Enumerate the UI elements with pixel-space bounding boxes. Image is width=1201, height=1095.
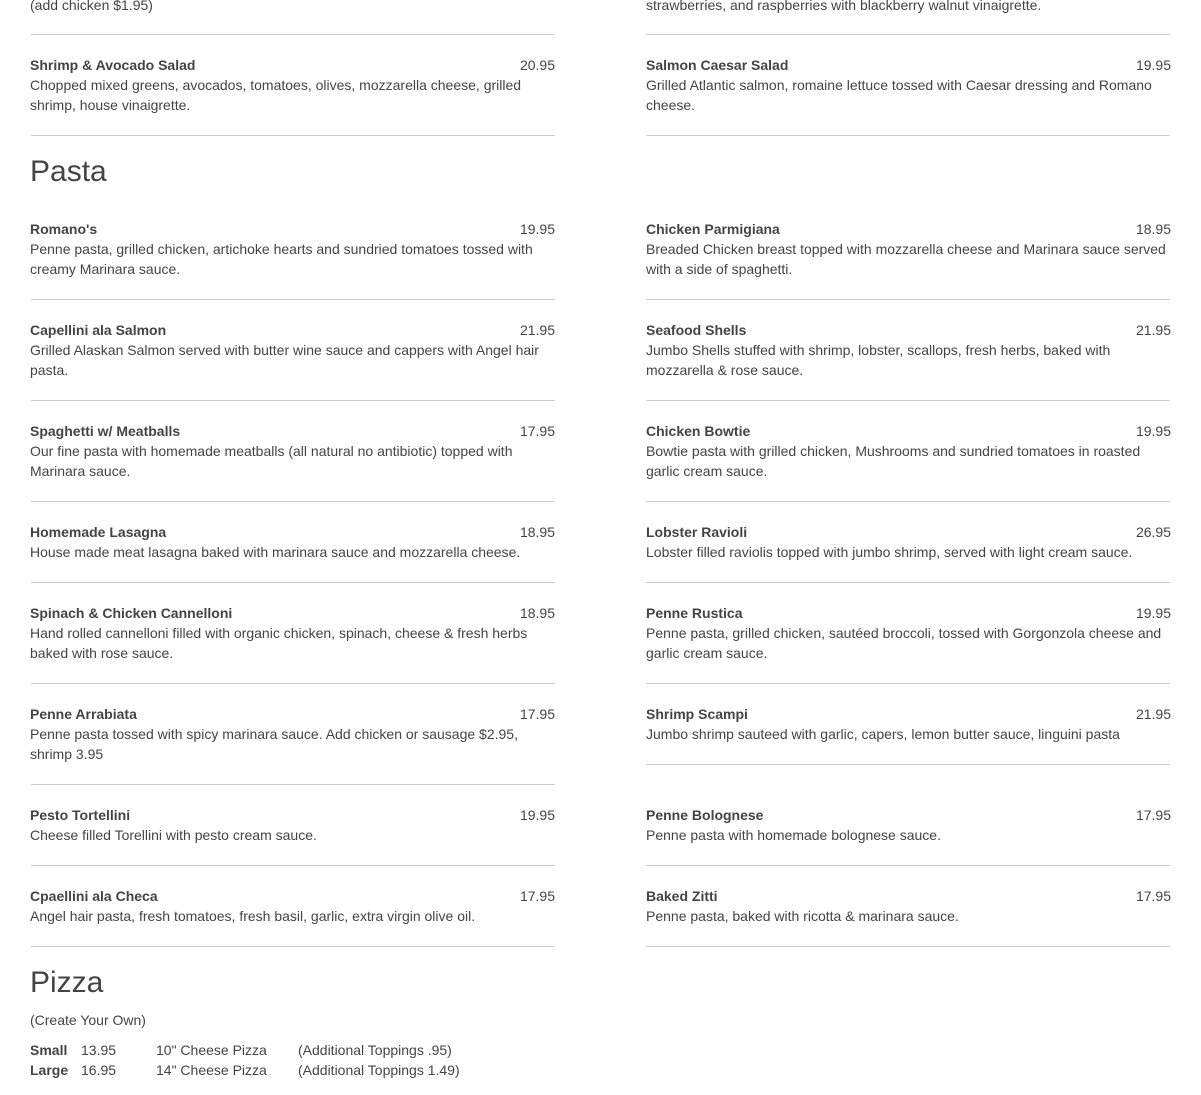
divider (646, 582, 1170, 583)
menu-item-description: Breaded Chicken breast topped with mozzarella cheese and Marinara sauce served with a side of spaghetti. (646, 241, 1166, 277)
pizza-price: 13.95 (81, 1042, 117, 1058)
divider (31, 946, 555, 947)
menu-item-description: Bowtie pasta with grilled chicken, Mushrooms and sundried tomatoes in roasted garlic cream sauce. (646, 443, 1141, 479)
pizza-description: 10" Cheese Pizza (156, 1042, 267, 1058)
divider (31, 299, 555, 300)
menu-item-price: 21.95 (519, 322, 555, 338)
pizza-row-small (30, 1040, 530, 1060)
menu-item-price: 17.95 (519, 888, 555, 904)
divider (646, 299, 1170, 300)
pizza-price: 16.95 (81, 1062, 117, 1078)
menu-item-name: Shrimp & Avocado Salad (30, 57, 196, 73)
menu-item-price: 18.95 (519, 605, 555, 621)
section-title-pizza: Pizza (30, 966, 104, 999)
divider (646, 946, 1170, 947)
menu-item-description: Grilled Alaskan Salmon served with butter wine sauce and cappers with Angel hair pasta. (30, 342, 539, 378)
menu-item-name: Pesto Tortellini (30, 807, 131, 823)
menu-item-name: Chicken Bowtie (646, 423, 751, 439)
pizza-toppings-note: (Additional Toppings .95) (298, 1042, 452, 1058)
menu-item-name: Homemade Lasagna (30, 524, 167, 540)
menu-item-price: 18.95 (1135, 221, 1171, 237)
menu-item-price: 17.95 (1135, 888, 1171, 904)
divider (31, 135, 555, 136)
divider (646, 865, 1170, 866)
menu-item-name: Romano's (30, 221, 98, 237)
divider (31, 400, 555, 401)
divider (646, 764, 1170, 765)
menu-item-name: Chicken Parmigiana (646, 221, 780, 237)
menu-item-name: Penne Bolognese (646, 807, 764, 823)
pizza-row-large (30, 1060, 530, 1080)
menu-item-name: Shrimp Scampi (646, 706, 748, 722)
menu-item-price: 26.95 (1135, 524, 1171, 540)
menu-item-price: 17.95 (519, 423, 555, 439)
menu-item-name: Spaghetti w/ Meatballs (30, 423, 181, 439)
menu-item-description: Hand rolled cannelloni filled with organic chicken, spinach, cheese & fresh herbs baked with rose sauce. (30, 625, 528, 661)
divider (31, 34, 555, 35)
menu-item-description: Penne pasta tossed with spicy marinara sauce. Add chicken or sausage $2.95, shrimp 3.95 (30, 726, 518, 762)
divider (31, 582, 555, 583)
menu-item-description: Penne pasta, grilled chicken, artichoke hearts and sundried tomatoes tossed with creamy Marinara sauce. (30, 241, 533, 277)
menu-item-name: Capellini ala Salmon (30, 322, 167, 338)
menu-item-name: Cpaellini ala Checa (30, 888, 158, 904)
pizza-toppings-note: (Additional Toppings 1.49) (298, 1062, 460, 1078)
menu-item-price: 17.95 (1135, 807, 1171, 823)
menu-item-description: Angel hair pasta, fresh tomatoes, fresh basil, garlic, extra virgin olive oil. (30, 908, 476, 924)
pizza-size: Large (30, 1062, 69, 1078)
menu-item-description: Our fine pasta with homemade meatballs (all natural no antibiotic) topped with Marinara sauce. (30, 443, 513, 479)
menu-item-description: Penne pasta, grilled chicken, sautéed broccoli, tossed with Gorgonzola cheese and garlic cream sauce. (646, 625, 1162, 661)
divider (31, 501, 555, 502)
menu-item-name: Seafood Shells (646, 322, 747, 338)
menu-item-price: 19.95 (1135, 423, 1171, 439)
menu-item-description: Penne pasta with homemade bolognese sauce. (646, 827, 941, 843)
menu-item-description: Grilled Atlantic salmon, romaine lettuce tossed with Caesar dressing and Romano cheese. (646, 77, 1152, 113)
divider (31, 784, 555, 785)
divider (646, 683, 1170, 684)
menu-item-description: Chopped mixed greens, avocados, tomatoes, olives, mozzarella cheese, grilled shrimp, house vinaigrette. (30, 77, 522, 113)
menu-item-name: Penne Rustica (646, 605, 743, 621)
menu-item-description: Penne pasta, baked with ricotta & marinara sauce. (646, 908, 959, 924)
section-title-pasta: Pasta (30, 155, 107, 188)
menu-item-name: Salmon Caesar Salad (646, 57, 789, 73)
divider (646, 400, 1170, 401)
menu-item-name: Spinach & Chicken Cannelloni (30, 605, 233, 621)
pizza-note: (Create Your Own) (30, 1012, 146, 1028)
menu-item-price: 19.95 (1135, 57, 1171, 73)
menu-item-description: House made meat lasagna baked with marinara sauce and mozzarella cheese. (30, 544, 521, 560)
pizza-description: 14" Cheese Pizza (156, 1062, 267, 1078)
divider (31, 683, 555, 684)
menu-item-description: Cheese filled Torellini with pesto cream sauce. (30, 827, 317, 843)
menu-item-price: 19.95 (519, 807, 555, 823)
menu-item-price: 19.95 (519, 221, 555, 237)
menu-item-price: 18.95 (519, 524, 555, 540)
salad-addon-note: (add chicken $1.95) (30, 0, 153, 13)
menu-item-price: 19.95 (1135, 605, 1171, 621)
menu-item-name: Penne Arrabiata (30, 706, 137, 722)
divider (646, 135, 1170, 136)
menu-item-description: Lobster filled raviolis topped with jumbo shrimp, served with light cream sauce. (646, 544, 1133, 560)
menu-item-name: Lobster Ravioli (646, 524, 748, 540)
divider (646, 34, 1170, 35)
menu-item-price: 21.95 (1135, 322, 1171, 338)
menu-item-description: Jumbo shrimp sauteed with garlic, capers, lemon butter sauce, linguini pasta (646, 726, 1120, 742)
divider (31, 865, 555, 866)
menu-item-name: Baked Zitti (646, 888, 718, 904)
menu-item-description: Jumbo Shells stuffed with shrimp, lobster, scallops, fresh herbs, baked with mozzarella & rose sauce. (646, 342, 1111, 378)
menu-item-price: 17.95 (519, 706, 555, 722)
menu-item-price: 21.95 (1135, 706, 1171, 722)
pizza-size: Small (30, 1042, 68, 1058)
menu-item-price: 20.95 (519, 57, 555, 73)
divider (646, 501, 1170, 502)
salad-description-partial: strawberries, and raspberries with blackberry walnut vinaigrette. (646, 0, 1042, 13)
